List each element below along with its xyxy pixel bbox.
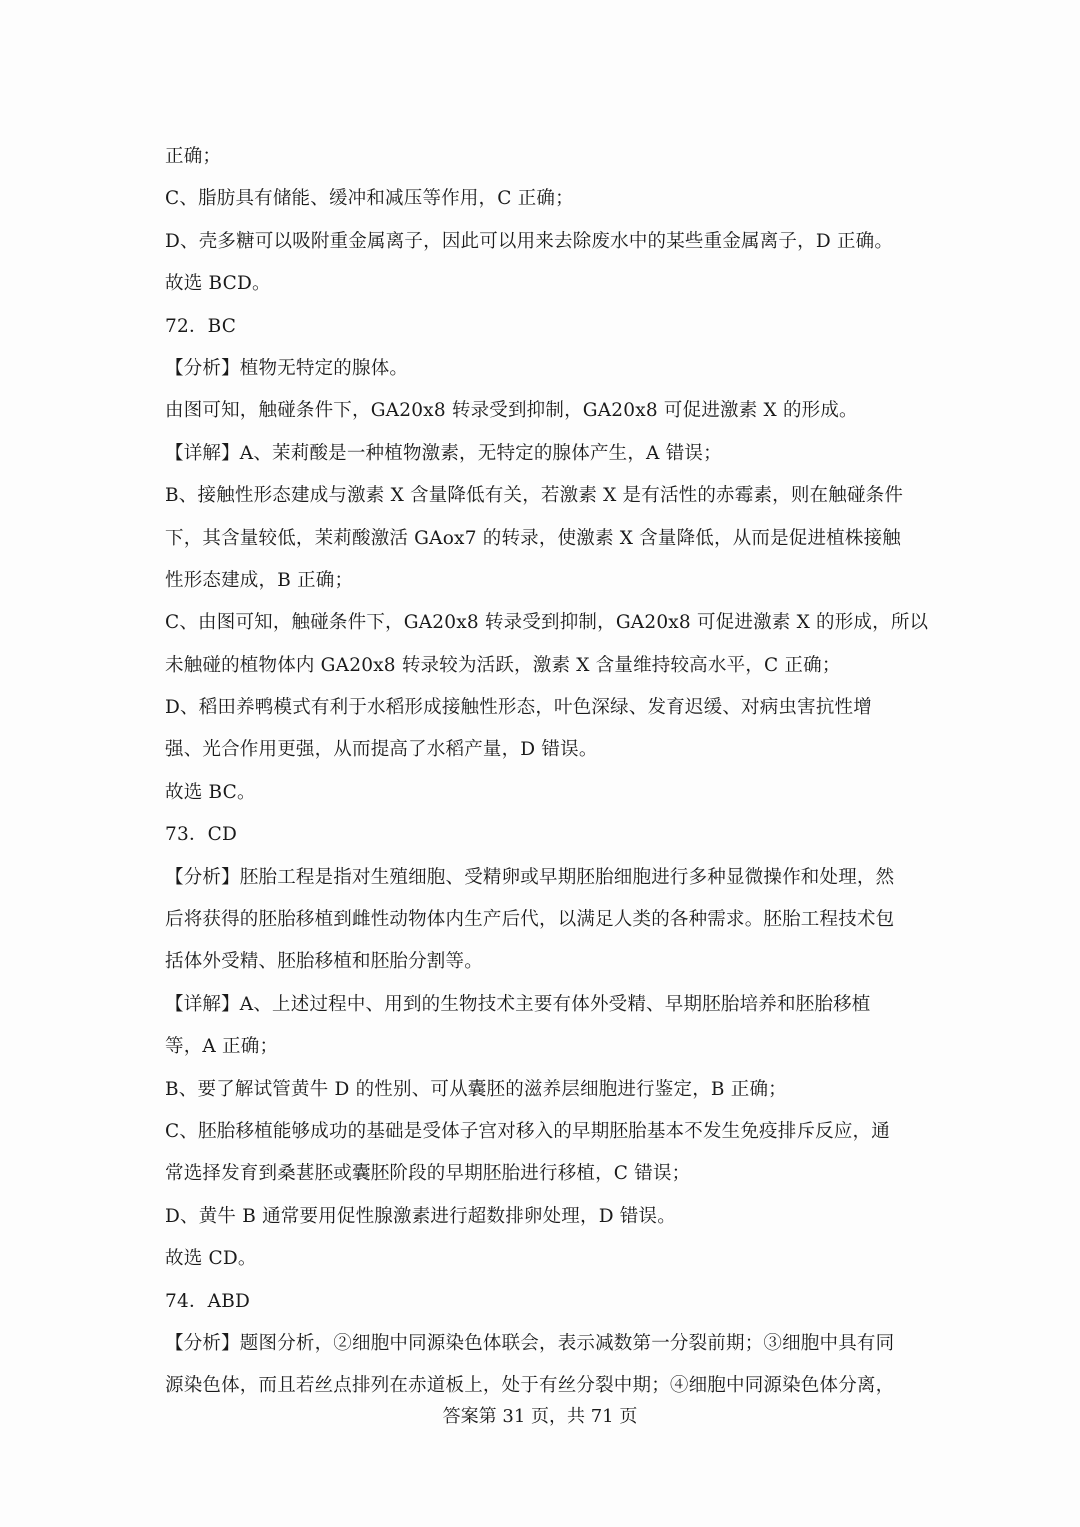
text-line: 等，A 正确；	[165, 1036, 279, 1058]
page-footer: 答案第 31 页，共 71 页	[442, 1406, 638, 1427]
text-line: 括体外受精、胚胎移植和胚胎分割等。	[165, 951, 483, 973]
text-line: 性形态建成，B 正确；	[165, 569, 354, 591]
text-line: C、脂肪具有储能、缓冲和减压等作用，C 正确；	[165, 188, 574, 210]
text-line: 常选择发育到桑葚胚或囊胚阶段的早期胚胎进行移植，C 错误；	[165, 1163, 691, 1185]
question-number: 73．CD	[165, 824, 238, 846]
text-line: 【详解】A、茉莉酸是一种植物激素，无特定的腺体产生，A 错误；	[165, 442, 722, 464]
answer-text-block	[165, 136, 929, 1408]
text-line: 正确；	[165, 146, 222, 167]
text-line: 未触碰的植物体内 GA20x8 转录较为活跃，激素 X 含量维持较高水平，C 正确；	[165, 654, 841, 676]
text-line: C、胚胎移植能够成功的基础是受体子宫对移入的早期胚胎基本不发生免疫排斥反应，通	[165, 1120, 890, 1142]
text-line: 【分析】植物无特定的腺体。	[165, 357, 409, 379]
text-line: 强、光合作用更强，从而提高了水稻产量，D 错误。	[165, 739, 598, 761]
text-line: 后将获得的胚胎移植到雌性动物体内生产后代，以满足人类的各种需求。胚胎工程技术包	[165, 909, 895, 931]
text-line: D、稻田养鸭模式有利于水稻形成接触性形态，叶色深绿、发育迟缓、对病虫害抗性增	[165, 697, 872, 719]
question-number: 72．BC	[165, 315, 237, 337]
text-line: 由图可知，触碰条件下，GA20x8 转录受到抑制，GA20x8 可促进激素 X 的形成。	[165, 400, 858, 422]
text-line: 故选 BCD。	[165, 273, 271, 295]
text-line: 源染色体，而且若丝点排列在赤道板上，处于有丝分裂中期；④细胞中同源染色体分离，	[165, 1375, 895, 1397]
text-line: 故选 CD。	[165, 1248, 257, 1270]
question-number: 74．ABD	[165, 1290, 251, 1312]
text-line: B、接触性形态建成与激素 X 含量降低有关，若激素 X 是有活性的赤霉素，则在触碰条件	[165, 485, 904, 507]
text-line: B、要了解试管黄牛 D 的性别、可从囊胚的滋养层细胞进行鉴定，B 正确；	[165, 1078, 787, 1100]
text-line: 【分析】胚胎工程是指对生殖细胞、受精卵或早期胚胎细胞进行多种显微操作和处理，然	[165, 866, 895, 888]
text-line: 【详解】A、上述过程中、用到的生物技术主要有体外受精、早期胚胎培养和胚胎移植	[165, 993, 871, 1015]
text-line: 下，其含量较低，茉莉酸激活 GAox7 的转录，使激素 X 含量降低，从而是促进植株接触	[165, 527, 901, 549]
text-line: D、黄牛 B 通常要用促性腺激素进行超数排卵处理，D 错误。	[165, 1205, 676, 1227]
text-line: C、由图可知，触碰条件下，GA20x8 转录受到抑制，GA20x8 可促进激素 X 的形成，所以	[165, 612, 929, 634]
text-line: 【分析】题图分析，②细胞中同源染色体联会，表示减数第一分裂前期；③细胞中具有同	[165, 1332, 895, 1354]
text-line: 故选 BC。	[165, 781, 256, 803]
text-line: D、壳多糖可以吸附重金属离子，因此可以用来去除废水中的某些重金属离子，D 正确。	[165, 230, 894, 252]
